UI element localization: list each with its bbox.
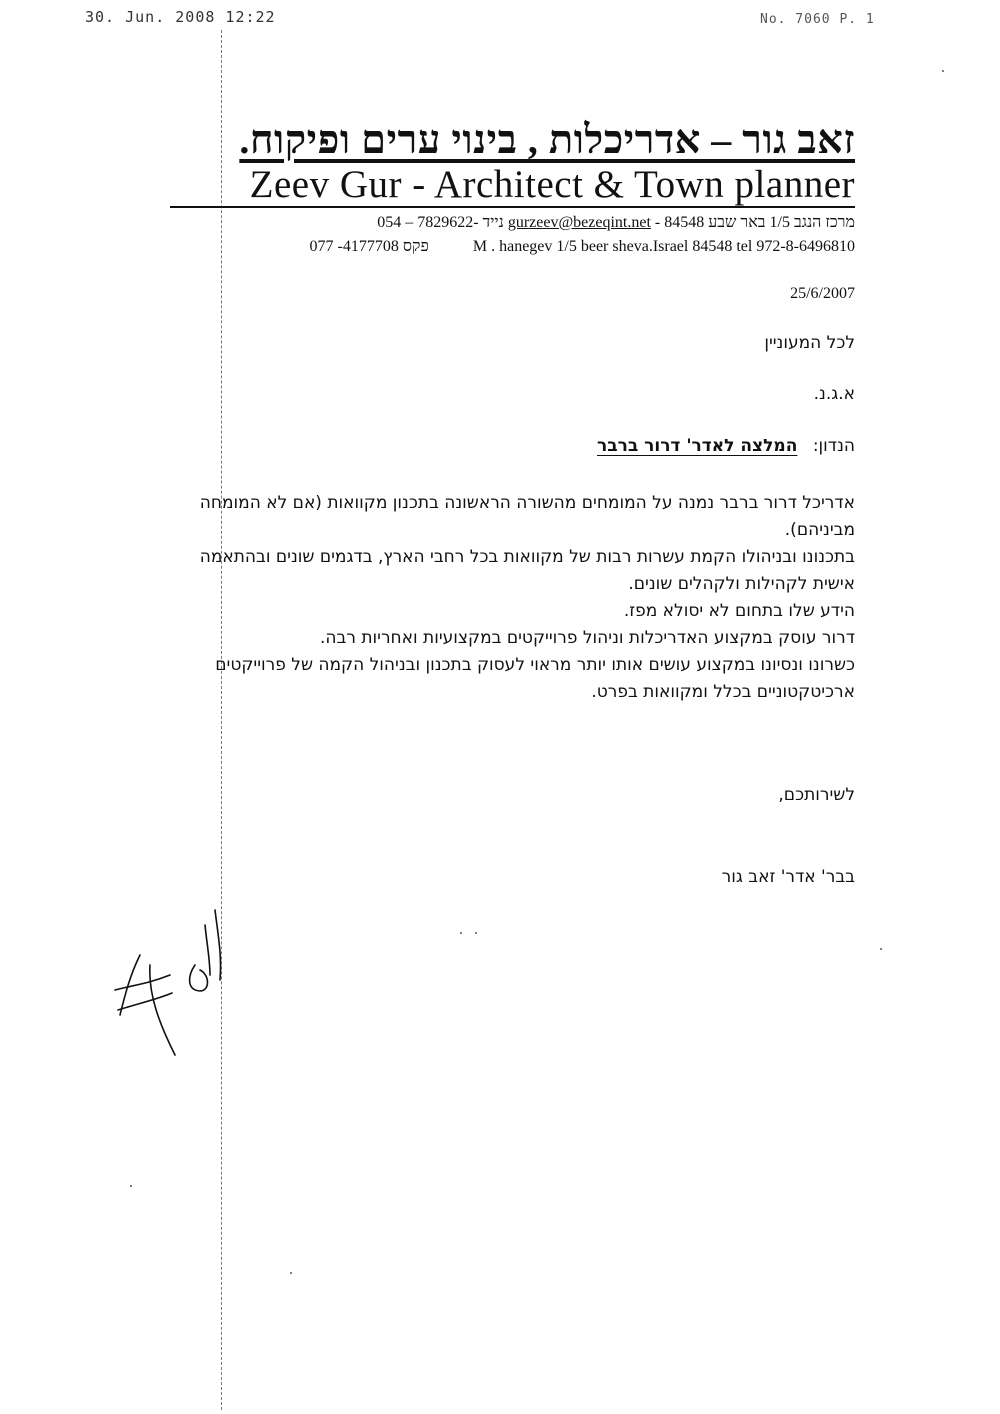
subject-line [597,436,855,456]
subject-label: הנדון: [812,436,855,456]
letterhead-english-name: Zeev Gur - Architect & Town planner [249,163,855,206]
fax-number: 077 -4177708 [309,238,399,255]
fax-label: פקס [402,238,429,255]
scan-speck [942,70,944,72]
signature-mark [110,905,240,1065]
salutation: א.ג.נ. [813,384,855,404]
letter-date: 25/6/2007 [790,285,855,302]
mobile-number: נייד -7829622 – 054 [377,214,504,231]
scan-speck [880,948,882,950]
fax-page-number: No. 7060 P. 1 [760,12,875,27]
letterhead-address-english [310,238,856,256]
scan-speck [460,932,462,934]
email-link[interactable]: gurzeev@bezeqint.net [507,214,651,231]
body-paragraph: אדריכל דרור ברבר נמנה על המומחים מהשורה הראשונה בתכנון מקוואות (אם לא המומחה מביניהם). [199,493,855,540]
scan-speck [475,932,477,934]
fax-timestamp: 30. Jun. 2008 12:22 [85,8,276,26]
recipient: לכל המעוניין [764,333,855,353]
body-paragraph: הידע שלו בתחום לא יסולא מפז. [623,601,855,621]
letter-body [165,490,855,706]
signer-name: בבר' אדר' זאב גור [721,867,855,887]
english-address: M . hanegev 1/5 beer sheva.Israel 84548 tel 972-8-6496810 [472,238,855,255]
scan-speck [290,1272,292,1274]
closing: לשירותכם, [778,785,855,805]
letterhead-address-hebrew [377,214,855,232]
scan-speck [130,1185,132,1187]
subject-text: המלצה לאדר' דרור ברבר [597,436,798,456]
fold-line [221,30,222,1410]
address-prefix: מרכז הנגב 1/5 באר שבע 84548 - [654,214,855,231]
letterhead-hebrew-name: זאב גור – אדריכלות , בינוי ערים ופיקוח. [239,117,855,162]
body-paragraph: כשרונו ונסיונו במקצוע עושים אותו יותר מראוי לעסוק בתכנון ובניהול הקמה של פרוייקטים ארכיטקטוניים בכלל ומקוואות בפרט. [215,655,855,702]
letterhead-divider [170,206,855,208]
body-paragraph: בתכנונו ובניהולו הקמת עשרות רבות של מקוואות בכל רחבי הארץ, בדגמים שונים ובהתאמה אישית לקהילות ולקהלים שונים. [199,547,855,594]
body-paragraph: דרור עוסק במקצוע האדריכלות וניהול פרוייקטים במקצועיות ואחריות רבה. [320,628,855,648]
